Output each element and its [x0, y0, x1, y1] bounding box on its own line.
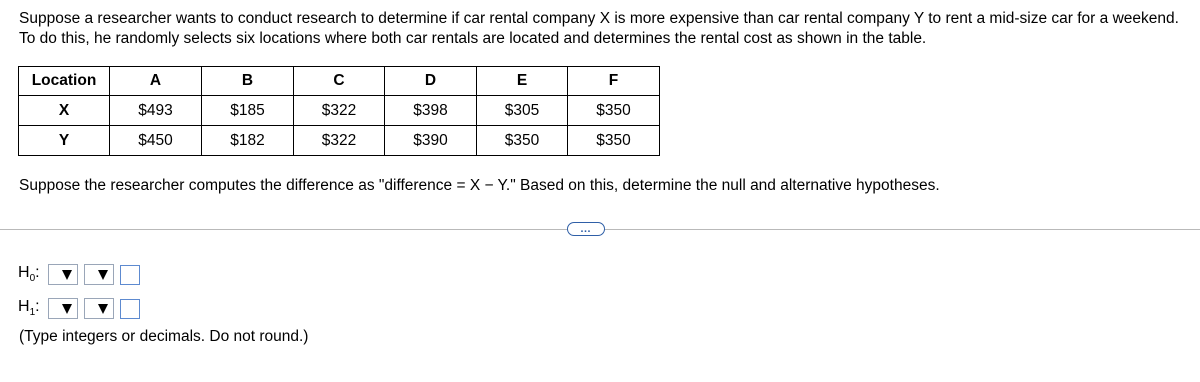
row-label: Y [19, 126, 110, 156]
table-header-cell: F [568, 67, 660, 96]
table-row [19, 126, 660, 156]
dropdown-arrow-icon [98, 270, 108, 280]
h1-parameter-dropdown[interactable] [48, 298, 78, 319]
more-options-button[interactable]: … [567, 222, 605, 236]
table-header-row [19, 67, 660, 96]
alternative-hypothesis-row [18, 298, 140, 319]
table-cell: $305 [477, 96, 568, 126]
table-cell: $182 [202, 126, 294, 156]
table-cell: $322 [294, 96, 385, 126]
problem-intro: Suppose a researcher wants to conduct research to determine if car rental company X is more expensive than car rental company Y to rent a mid-size car for a weekend. To do this, he randomly selects six locations where both car rentals are located and determines the rental cost as shown in the table. [19, 10, 1179, 47]
table-cell: $350 [477, 126, 568, 156]
table-header-location: Location [19, 67, 110, 96]
table-cell: $398 [385, 96, 477, 126]
row-label: X [19, 96, 110, 126]
null-hypothesis-label: $H_0$: [18, 264, 40, 285]
table-cell: $350 [568, 126, 660, 156]
table-header-cell: E [477, 67, 568, 96]
table-header-cell: D [385, 67, 477, 96]
question-text: Suppose the researcher computes the difference as "difference = X − Y." Based on this, determine the null and alternative hypotheses. [19, 177, 940, 194]
h0-operator-dropdown[interactable] [84, 264, 114, 285]
h1-value-input[interactable] [120, 299, 140, 319]
h1-operator-dropdown[interactable] [84, 298, 114, 319]
rental-cost-table [18, 66, 660, 156]
table-cell: $322 [294, 126, 385, 156]
null-hypothesis-row [18, 264, 140, 285]
table-header-cell: A [110, 67, 202, 96]
dropdown-arrow-icon [62, 270, 72, 280]
table-header-cell: C [294, 67, 385, 96]
alternative-hypothesis-label: $H_1$: [18, 298, 40, 319]
table-cell: $185 [202, 96, 294, 126]
table-cell: $493 [110, 96, 202, 126]
dropdown-arrow-icon [62, 304, 72, 314]
table-cell: $350 [568, 96, 660, 126]
answer-instruction-note: (Type integers or decimals. Do not round.) [19, 328, 309, 345]
h0-value-input[interactable] [120, 265, 140, 285]
dropdown-arrow-icon [98, 304, 108, 314]
table-row [19, 96, 660, 126]
h0-parameter-dropdown[interactable] [48, 264, 78, 285]
table-cell: $450 [110, 126, 202, 156]
table-cell: $390 [385, 126, 477, 156]
table-header-cell: B [202, 67, 294, 96]
